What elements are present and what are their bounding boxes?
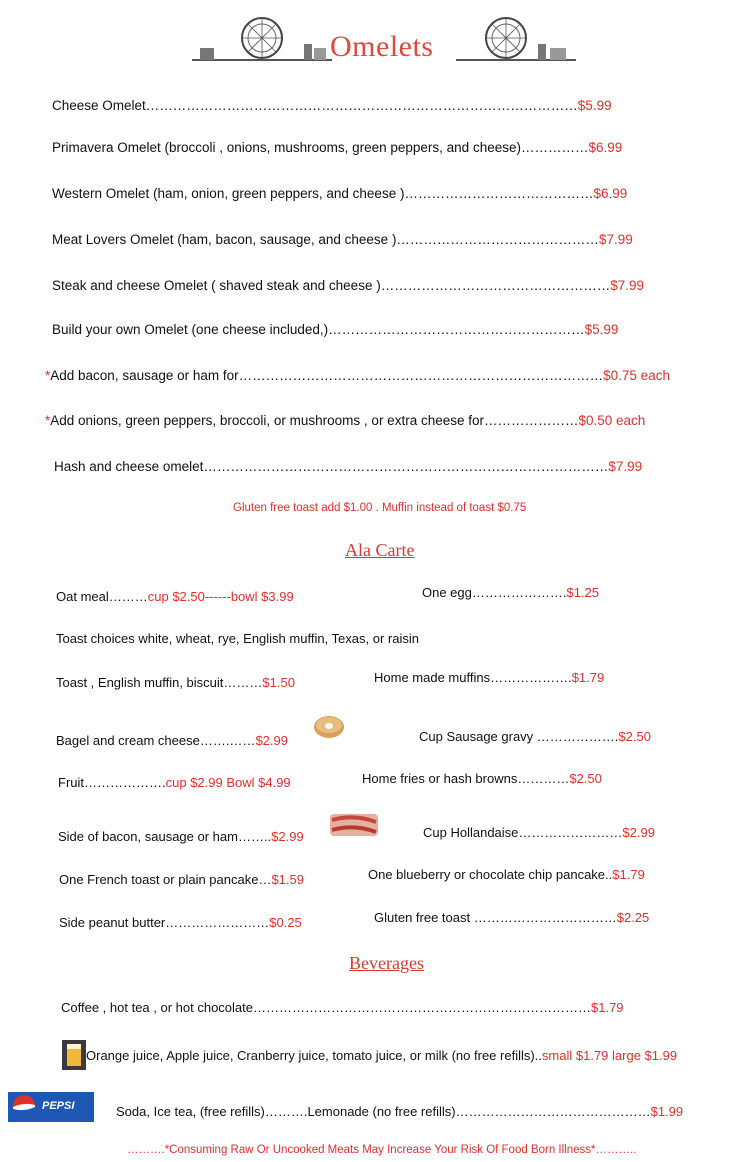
footer-disclaimer: ……….*Consuming Raw Or Uncooked Meats May Increase Your Risk Of Food Born Illness*………..	[127, 1144, 637, 1156]
item-label: Primavera Omelet (broccoli , onions, mushrooms, green peppers, and cheese)……………	[52, 140, 589, 155]
menu-item-fruit	[58, 775, 291, 790]
item-label: Cup Sausage gravy ……………….	[419, 729, 619, 744]
asterisk: *	[45, 368, 51, 383]
menu-item-western-omelet	[52, 186, 627, 201]
item-price: $1.79	[571, 670, 605, 685]
pepsi-logo-text: PEPSI	[42, 1100, 75, 1112]
item-price: cup $2.50------bowl $3.99	[147, 589, 294, 604]
item-price: cup $2.99 Bowl $4.99	[165, 775, 291, 790]
menu-item-soda	[116, 1104, 683, 1119]
item-label: Side of bacon, sausage or ham……..	[58, 829, 272, 844]
item-label: Western Omelet (ham, onion, green peppers, and cheese )……………………………………	[52, 186, 594, 201]
item-price: $2.99	[255, 733, 288, 748]
menu-item-french-toast	[59, 872, 304, 887]
item-label: Cheese Omelet……………………………………………………………………………………	[52, 98, 578, 113]
item-price: $6.99	[593, 186, 628, 201]
menu-item-cheese-omelet	[52, 98, 692, 113]
item-label: One French toast or plain pancake…	[59, 872, 272, 887]
section-title-ala-carte: Ala Carte	[345, 540, 415, 560]
ferris-wheel-banner-icon	[456, 14, 576, 64]
menu-item-coffee	[61, 1000, 624, 1015]
item-price: $5.99	[577, 98, 612, 113]
item-price: $7.99	[608, 459, 643, 474]
menu-item-muffins	[374, 670, 604, 685]
item-label: Coffee , hot tea , or hot chocolate……………………………………………………………………	[61, 1000, 591, 1015]
item-label: Hash and cheese omelet………………………………………………………………………………	[54, 459, 609, 474]
item-label: Bagel and cream cheese…….……	[56, 733, 256, 748]
item-price: $0.25	[269, 915, 302, 930]
menu-item-sausage-gravy	[419, 729, 651, 744]
item-label: Build your own Omelet (one cheese included,)…………………………………………………	[52, 322, 585, 337]
item-label: Fruit……………….	[58, 775, 166, 790]
item-price: $1.99	[650, 1104, 684, 1119]
menu-item-build-your-own-omelet	[52, 322, 618, 337]
item-price: $7.99	[598, 232, 633, 247]
item-price: $5.99	[584, 322, 619, 337]
menu-item-steak-cheese-omelet	[52, 278, 644, 293]
menu-item-toast	[56, 675, 295, 690]
toast-choices: Toast choices white, wheat, rye, English muffin, Texas, or raisin	[56, 631, 419, 646]
menu-item-primavera-omelet	[52, 140, 622, 155]
item-price: $1.50	[262, 675, 295, 690]
item-price: $2.99	[271, 829, 304, 844]
item-label: Side peanut butter……………………	[59, 915, 270, 930]
menu-item-hash-cheese-omelet	[54, 459, 642, 474]
orange-juice-icon	[62, 1040, 86, 1070]
item-price: $2.99	[622, 825, 655, 840]
item-price: $1.79	[591, 1000, 624, 1015]
menu-item-meat-lovers-omelet	[52, 232, 633, 247]
menu-item-juice	[86, 1048, 677, 1063]
item-price: $0.75 each	[603, 368, 670, 383]
menu-item-bagel	[56, 733, 288, 748]
item-price: $2.50	[618, 729, 651, 744]
item-label: Home made muffins……………….	[374, 670, 572, 685]
item-label: Soda, Ice tea, (free refills)……….Lemonade (no free refills)………………………………………	[116, 1104, 651, 1119]
item-label: One blueberry or chocolate chip pancake..	[368, 867, 613, 882]
item-label: Toast , English muffin, biscuit………	[56, 675, 263, 690]
item-label: Gluten free toast ……………………………	[374, 910, 617, 925]
item-label: Steak and cheese Omelet ( shaved steak and cheese )……………………………………………	[52, 278, 611, 293]
item-price: $0.50 each	[578, 413, 646, 428]
menu-item-peanut-butter	[59, 915, 302, 930]
item-label: Home fries or hash browns…………	[362, 771, 570, 786]
item-price: $1.79	[612, 867, 645, 882]
menu-item-one-egg	[422, 585, 599, 600]
item-price: $1.59	[271, 872, 304, 887]
item-label: Meat Lovers Omelet (ham, bacon, sausage, and cheese )………………………………………	[52, 232, 599, 247]
item-label: Add bacon, sausage or ham for………………………………………………………………………	[50, 368, 604, 383]
menu-item-hollandaise	[423, 825, 655, 840]
item-price: $1.25	[566, 585, 600, 600]
menu-item-gluten-free-toast	[374, 910, 649, 925]
pepsi-logo-icon	[8, 1092, 94, 1122]
bagel-icon	[312, 712, 346, 740]
item-label: Cup Hollandaise……………………	[423, 825, 623, 840]
gluten-free-note: Gluten free toast add $1.00 . Muffin instead of toast $0.75	[233, 502, 527, 514]
menu-item-oat-meal	[56, 589, 294, 604]
item-label: One egg………………….	[422, 585, 567, 600]
bacon-icon	[328, 810, 380, 840]
ferris-wheel-banner-icon	[192, 14, 332, 64]
item-price: $6.99	[588, 140, 623, 155]
item-label: Orange juice, Apple juice, Cranberry juice, tomato juice, or milk (no free refills)..	[86, 1048, 542, 1063]
menu-item-side-bacon	[58, 829, 304, 844]
item-price: small $1.79 large $1.99	[541, 1048, 678, 1063]
item-label: Oat meal………	[56, 589, 148, 604]
item-label: Add onions, green peppers, broccoli, or mushrooms , or extra cheese for…………………	[50, 413, 579, 428]
page-title: Omelets	[330, 30, 434, 63]
asterisk: *	[45, 413, 51, 428]
menu-item-add-meat	[45, 368, 670, 383]
item-price: $2.50	[569, 771, 602, 786]
item-price: $7.99	[610, 278, 644, 293]
section-title-beverages: Beverages	[349, 953, 424, 973]
menu-item-blueberry-pancake	[368, 867, 645, 882]
menu-item-add-vegetables	[45, 413, 645, 428]
item-price: $2.25	[616, 910, 650, 925]
menu-item-home-fries	[362, 771, 602, 786]
